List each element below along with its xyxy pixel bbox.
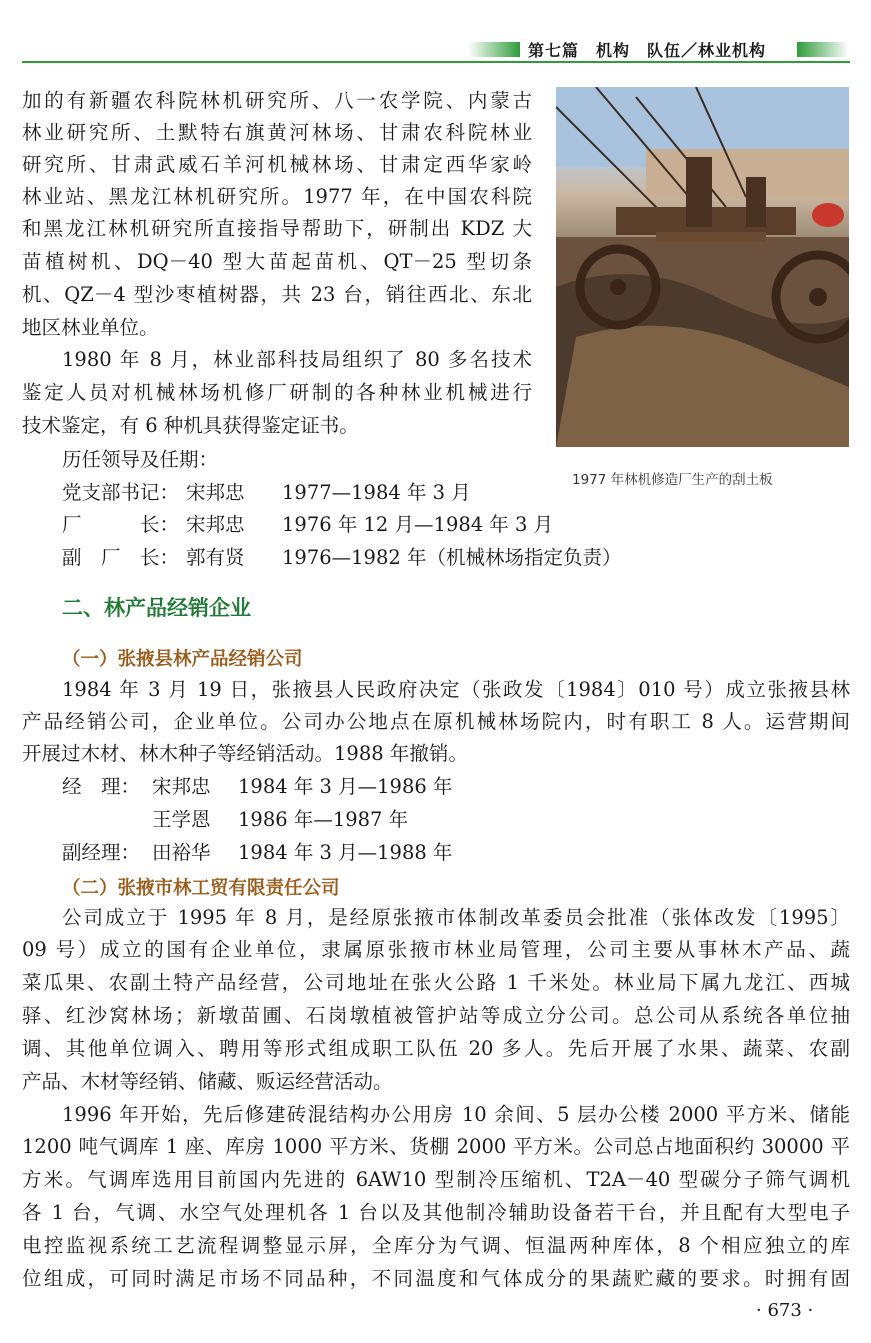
- text-line: 机、QZ－4 型沙枣植树器，共 23 台，销往西北、东北: [22, 283, 532, 306]
- leaders-intro: 历任领导及任期：: [62, 448, 219, 471]
- text-line: 鉴定人员对机械林场机修厂研制的各种林业机械进行: [22, 381, 532, 404]
- subsection-title-2: （二）张掖市林工贸有限责任公司: [62, 878, 340, 899]
- text-line: 加的有新疆农科院林机研究所、八一农学院、内蒙古: [22, 89, 532, 112]
- leader-role: 经 理：: [62, 775, 141, 798]
- header-title: 第七篇 机构 队伍／林业机构: [528, 41, 767, 60]
- text-line: 技术鉴定，有 6 种机具获得鉴定证书。: [22, 414, 359, 437]
- text-line: 09 号）成立的国有企业单位，隶属原张掖市林业局管理，公司主要从事林木产品、蔬: [22, 938, 850, 961]
- text-line: 方米。气调库选用目前国内先进的 6AW10 型制冷压缩机、T2A－40 型碳分子筛气调机: [22, 1168, 850, 1191]
- text-line: 产品经销公司，企业单位。公司办公地点在原机械林场院内，时有职工 8 人。运营期间: [22, 710, 850, 733]
- text-line: 各 1 台，气调、水空气处理机各 1 台以及其他制冷辅助设备若干台，并且配有大型电子: [22, 1201, 850, 1224]
- text-line: 林业站、黑龙江林机研究所。1977 年，在中国农科院: [22, 185, 532, 208]
- text-line: 1200 吨气调库 1 座、库房 1000 平方米、货棚 2000 平方米。公司总占地面积约 30000 平: [22, 1135, 850, 1158]
- page-number: · 673 ·: [756, 1300, 814, 1321]
- text-line: 地区林业单位。: [22, 316, 159, 339]
- text-line: 和黑龙江林机研究所直接指导帮助下，研制出 KDZ 大: [22, 217, 532, 240]
- text-line: 位组成，可同时满足市场不同品种，不同温度和气体成分的果蔬贮藏的要求。时拥有固: [22, 1267, 850, 1290]
- text-line: 1980 年 8 月，林业部科技局组织了 80 多名技术: [62, 348, 532, 371]
- photo-caption: 1977 年林机修造厂生产的刮土板: [572, 472, 773, 488]
- text-line: 调、其他单位调入、聘用等形式组成职工队伍 20 多人。先后开展了水果、蔬菜、农副: [22, 1037, 850, 1060]
- text-line: 产品、木材等经销、储藏、贩运经营活动。: [22, 1070, 393, 1093]
- leader-term: 1984 年 3 月—1986 年: [238, 775, 453, 798]
- leader-term: 1976—1982 年（机械林场指定负责）: [282, 546, 622, 569]
- text-line: 开展过木材、林木种子等经销活动。1988 年撤销。: [22, 742, 468, 765]
- photo-scraper-machine: [556, 87, 849, 447]
- leader-role: 党支部书记：: [62, 481, 180, 504]
- leader-role: 副 厂 长：: [62, 546, 180, 569]
- leader-term: 1977—1984 年 3 月: [282, 481, 471, 504]
- leader-term: 1986 年—1987 年: [238, 808, 409, 831]
- header-gradient-bar-right: [797, 42, 849, 57]
- section-title: 二、林产品经销企业: [62, 596, 251, 620]
- leader-term: 1976 年 12 月—1984 年 3 月: [282, 513, 554, 536]
- text-line: 林业研究所、土默特右旗黄河林场、甘肃农科院林业: [22, 121, 532, 144]
- leader-role: 副经理：: [62, 841, 141, 864]
- page-header: [0, 0, 871, 70]
- leader-name: 宋邦忠: [186, 513, 245, 536]
- photo-illustration: [556, 87, 849, 447]
- leader-name: 宋邦忠: [152, 775, 211, 798]
- leader-name: 宋邦忠: [186, 481, 245, 504]
- leader-term: 1984 年 3 月—1988 年: [238, 841, 453, 864]
- text-line: 电控监视系统工艺流程调整显示屏，全库分为气调、恒温两种库体，8 个相应独立的库: [22, 1234, 850, 1257]
- leader-name: 王学恩: [152, 808, 211, 831]
- header-gradient-bar-left: [468, 42, 520, 57]
- header-rule: [22, 61, 850, 63]
- leader-name: 田裕华: [152, 841, 211, 864]
- text-line: 苗植树机、DQ－40 型大苗起苗机、QT－25 型切条: [22, 250, 532, 273]
- text-line: 公司成立于 1995 年 8 月，是经原张掖市体制改革委员会批准（张体改发〔1995〕: [62, 906, 850, 929]
- text-line: 1996 年开始，先后修建砖混结构办公用房 10 余间、5 层办公楼 2000 平方米、储能: [62, 1103, 850, 1126]
- subsection-title-1: （一）张掖县林产品经销公司: [62, 649, 303, 670]
- text-line: 驿、红沙窝林场；新墩苗圃、石岗墩植被管护站等成立分公司。总公司从系统各单位抽: [22, 1004, 850, 1027]
- leader-name: 郭有贤: [186, 546, 245, 569]
- text-line: 菜瓜果、农副土特产品经营，公司地址在张火公路 1 千米处。林业局下属九龙江、西城: [22, 971, 850, 994]
- text-line: 1984 年 3 月 19 日，张掖县人民政府决定（张政发〔1984〕010 号）成立张掖县林: [62, 678, 850, 701]
- leader-role: 厂 长：: [62, 513, 180, 536]
- text-line: 研究所、甘肃武威石羊河机械林场、甘肃定西华家岭: [22, 153, 532, 176]
